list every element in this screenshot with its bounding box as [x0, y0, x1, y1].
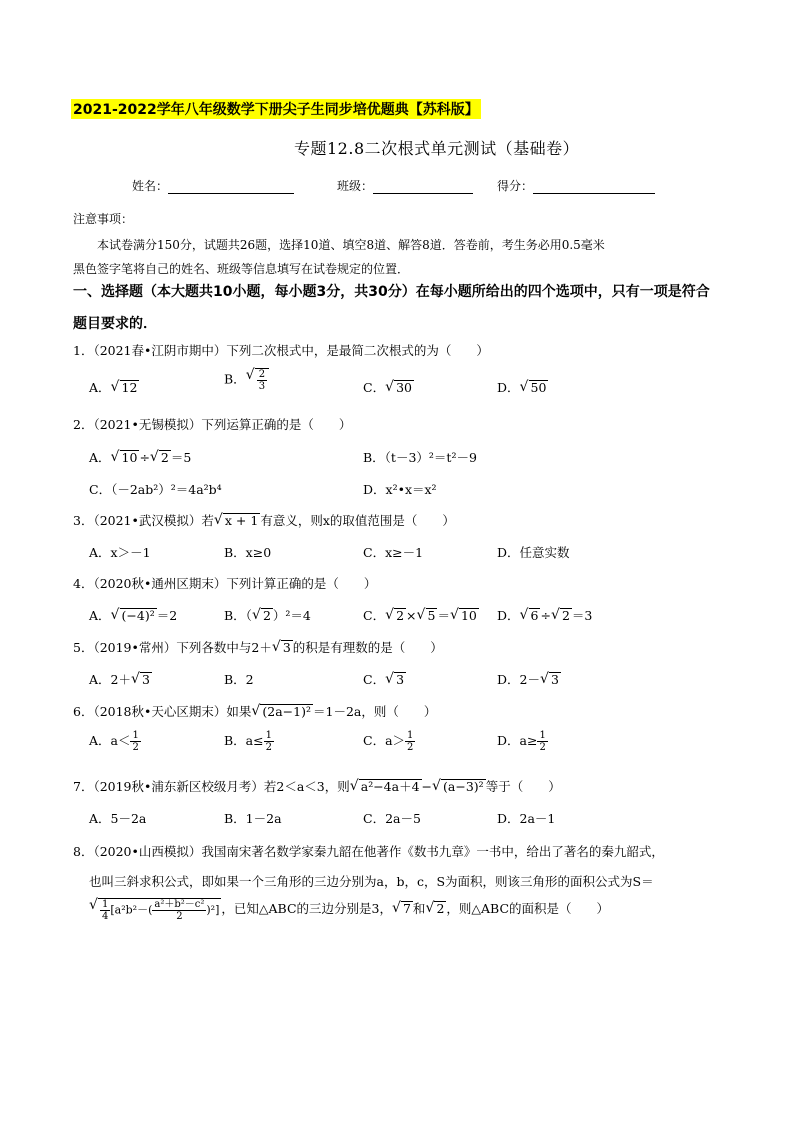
- q2-option-a[interactable]: A．√ 10 ÷√ 2 ＝5: [89, 448, 191, 466]
- question-6-stem: 6．（2018秋•天心区期末）如果√ (2a−1)² ＝1－2a，则（ ）: [73, 702, 436, 720]
- score-field[interactable]: [497, 177, 655, 194]
- q6-option-c[interactable]: C．a＞ $\frac{1}{2}$: [363, 730, 414, 753]
- q1-option-d[interactable]: D．√ 50: [497, 378, 548, 396]
- question-7-stem: 7．（2019秋•浦东新区校级月考）若2＜a＜3，则√ a²−4a＋4 −√ (a−3)² 等于（ ）: [73, 777, 561, 795]
- section-heading: [73, 276, 710, 340]
- class-field[interactable]: [337, 177, 473, 194]
- q6-option-d[interactable]: D．a≥ $\frac{1}{2}$: [497, 730, 546, 753]
- q7-option-b[interactable]: B．1－2a: [224, 811, 282, 826]
- q3-option-c[interactable]: C．x≥－1: [363, 545, 424, 560]
- section-line-1: 一、选择题（本大题共10小题，每小题3分，共30分）在每小题所给出的四个选项中，只有一项是符合: [73, 284, 710, 300]
- q7-option-c[interactable]: C．2a－5: [363, 811, 421, 826]
- score-label: 得分：: [497, 179, 534, 193]
- section-line-2: 题目要求的．: [73, 316, 157, 332]
- q3-option-d[interactable]: D．任意实数: [497, 545, 570, 560]
- q2-option-b[interactable]: B．（t－3）²＝t²－9: [363, 450, 477, 465]
- q5-option-a[interactable]: A．2＋√ 3: [89, 670, 152, 688]
- q3-option-a[interactable]: A．x＞－1: [89, 545, 151, 560]
- name-field[interactable]: [132, 177, 294, 194]
- q1-option-b[interactable]: B． √ $\frac{2}{3}$: [224, 368, 269, 392]
- question-8-line-3: √ $\frac{1}{4}$ [a²b²－( $\frac{\text{a²＋b²－c²}}{2}$ )²] ，已知△ABC的三边分别是3，√ 7 和√ 2 ，则△ABC的面积是（ ）: [89, 898, 609, 922]
- q5-option-b[interactable]: B．2: [224, 672, 254, 687]
- question-2-stem: 2．（2021•无锡模拟）下列运算正确的是（ ）: [73, 417, 352, 432]
- q2-option-d[interactable]: D．x²•x＝x²: [363, 482, 437, 497]
- q1-option-c[interactable]: C．√ 30: [363, 378, 414, 396]
- notes-line-1: 本试卷满分150分，试题共26题，选择10道、填空8道、解答8道．答卷前，考生务必用0.5毫米: [97, 238, 605, 252]
- qin-jiushao-formula: √ $\frac{1}{4}$ [a²b²－( $\frac{\text{a²＋b²－c²}}{2}$ )²]: [89, 898, 221, 922]
- q6-option-a[interactable]: A．a＜ $\frac{1}{2}$: [89, 730, 139, 753]
- class-blank[interactable]: [373, 181, 473, 194]
- question-1-stem: 1．（2021春•江阴市期中）下列二次根式中，是最简二次根式的为（ ）: [73, 343, 489, 358]
- q4-option-c[interactable]: C．√ 2 ×√ 5 ＝√ 10: [363, 606, 479, 624]
- question-8-line-1: 8．（2020•山西模拟）我国南宋著名数学家秦九韶在他著作《数书九章》一书中，给出了著名的秦九韶式，: [73, 844, 664, 859]
- q4-option-b[interactable]: B．（√ 2 ）²＝4: [224, 606, 311, 624]
- q7-option-d[interactable]: D．2a－1: [497, 811, 556, 826]
- page-title: 专题12.8二次根式单元测试（基础卷）: [294, 139, 580, 158]
- question-8-line-2: 也叫三斜求积公式，即如果一个三角形的三边分别为a，b，c，S为面积，则该三角形的面积公式为S＝: [89, 874, 654, 889]
- notes-line-2: 黑色签字笔将自己的姓名、班级等信息填写在试卷规定的位置．: [73, 262, 410, 276]
- question-5-stem: 5．（2019•常州）下列各数中与2＋√ 3 的积是有理数的是（ ）: [73, 638, 443, 656]
- q3-option-b[interactable]: B．x≥0: [224, 545, 272, 560]
- q5-option-c[interactable]: C．√ 3: [363, 670, 406, 688]
- name-blank[interactable]: [168, 181, 294, 194]
- class-label: 班级：: [337, 179, 374, 193]
- series-header: 2021-2022学年八年级数学下册尖子生同步培优题典【苏科版】: [71, 99, 481, 119]
- q4-option-d[interactable]: D．√ 6 ÷√ 2 ＝3: [497, 606, 592, 624]
- q4-option-a[interactable]: A．√ (−4)² ＝2: [89, 606, 177, 624]
- question-3-stem: 3．（2021•武汉模拟）若√ x + 1 有意义，则x的取值范围是（ ）: [73, 511, 455, 529]
- notes-title: 注意事项：: [73, 212, 134, 226]
- q2-option-c[interactable]: C．（－2ab²）²＝4a²b⁴: [89, 482, 222, 497]
- question-4-stem: 4．（2020秋•通州区期末）下列计算正确的是（ ）: [73, 576, 377, 591]
- q6-option-b[interactable]: B．a≤ $\frac{1}{2}$: [224, 730, 272, 753]
- q1-option-a[interactable]: A．√ 12: [89, 378, 139, 396]
- q5-option-d[interactable]: D．2－√ 3: [497, 670, 561, 688]
- name-label: 姓名：: [132, 179, 169, 193]
- notes-body: [73, 233, 605, 281]
- score-blank[interactable]: [533, 181, 655, 194]
- q7-option-a[interactable]: A．5－2a: [89, 811, 147, 826]
